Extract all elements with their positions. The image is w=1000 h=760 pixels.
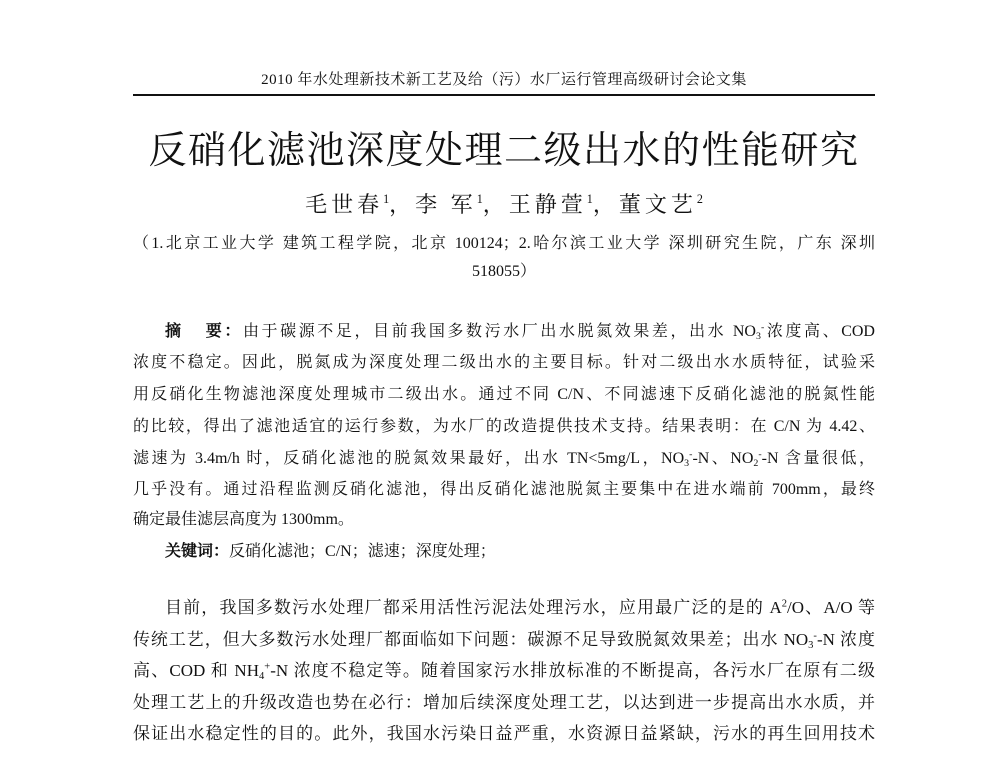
abstract-line-4: 的比较，得出了滤池适宜的运行参数，为水厂的改造提供技术支持。结果表明：在 C/N 为 4.42、 (133, 418, 875, 435)
abstract-text: 由于碳源不足，目前我国多数污水厂出水脱氮效果差，出水 NO (242, 323, 756, 340)
abstract-line-1 (165, 319, 875, 344)
author-name: 王静萱 (508, 192, 587, 217)
author-name: 李 军 (415, 192, 477, 217)
author-affiliation-mark: 1 (586, 191, 593, 206)
body-text: /O、A/O 等 (787, 598, 876, 617)
superscript: - (813, 630, 817, 642)
body-text: 传统工艺，但大多数污水处理厂都面临如下问题：碳源不足导致脱氮效果差；出水 NO (133, 630, 809, 649)
author-affiliation-mark: 1 (476, 191, 483, 206)
body-text: 目前，我国多数污水处理厂都采用活性污泥法处理污水，应用最广泛的是的 A (165, 598, 782, 617)
abstract-line-6: 几乎没有。通过沿程监测反硝化滤池，得出反硝化滤池脱氮主要集中在进水端前 700mm，最终 (133, 481, 875, 498)
keywords-label: 关键词： (165, 541, 230, 560)
running-header: 2010 年水处理新技术新工艺及给（污）水厂运行管理高级研讨会论文集 (261, 72, 747, 88)
body-line-2 (133, 628, 875, 652)
author-separator: ， (592, 192, 619, 217)
body-line-1 (165, 596, 875, 620)
subscript: 2 (753, 457, 759, 469)
subscript: 4 (258, 671, 265, 683)
body-text: -N 浓度不稳定等。随着国家污水排放标准的不断提高，各污水厂在原有二级 (270, 661, 875, 680)
affiliation-line-1: （1.北京工业大学 建筑工程学院，北京 100124；2.哈尔滨工业大学 深圳研究生院，广东 深圳 (133, 235, 875, 252)
abstract-line-7: 确定最佳滤层高度为 1300mm。 (133, 511, 354, 528)
abstract-line-5 (133, 447, 875, 471)
abstract-text: 浓度高、COD (764, 323, 875, 340)
abstract-text: -N、NO (692, 450, 754, 467)
author-separator: ， (389, 192, 416, 217)
superscript: 2 (781, 598, 788, 610)
abstract-line-2: 浓度不稳定。因此，脱氮成为深度处理二级出水的主要目标。针对二级出水水质特征，试验采 (133, 354, 875, 371)
header-rule (133, 94, 875, 96)
body-line-5: 保证出水稳定性的目的。此外，我国水污染日益严重，水资源日益紧缺，污水的再生回用技术 (133, 724, 875, 743)
affiliation-line-2: 518055） (471, 263, 536, 280)
keywords-line (165, 539, 875, 564)
keywords-text: 反硝化滤池；C/N；滤速；深度处理； (229, 543, 496, 560)
author-name: 毛世春 (305, 192, 384, 217)
superscript: + (264, 661, 271, 673)
author-affiliation-mark: 1 (383, 191, 390, 206)
body-line-4: 处理工艺上的升级改造也势在必行：增加后续深度处理工艺，以达到进一步提高出水水质，并 (133, 693, 875, 712)
subscript: 3 (755, 330, 761, 342)
abstract-label: 摘 要： (165, 321, 243, 340)
body-line-3 (133, 659, 875, 683)
author-name: 董文艺 (618, 192, 697, 217)
author-list (133, 190, 875, 220)
superscript: - (760, 322, 765, 334)
paper-title: 反硝化滤池深度处理二级出水的性能研究 (148, 128, 860, 172)
subscript: 3 (684, 457, 690, 469)
superscript: - (758, 449, 762, 461)
abstract-line-3: 用反硝化生物滤池深度处理城市二级出水。通过不同 C/N、不同滤速下反硝化滤池的脱氮性能 (133, 386, 875, 403)
abstract-text: -N 含量很低， (761, 450, 875, 467)
body-text: -N 浓度 (816, 630, 875, 649)
author-separator: ， (482, 192, 509, 217)
subscript: 3 (808, 640, 814, 652)
author-affiliation-mark: 2 (696, 191, 703, 206)
superscript: - (689, 449, 693, 461)
abstract-text: 滤速为 3.4m/h 时，反硝化滤池的脱氮效果最好，出水 TN<5mg/L，NO (133, 450, 685, 467)
body-text: 高、COD 和 NH (133, 661, 259, 680)
